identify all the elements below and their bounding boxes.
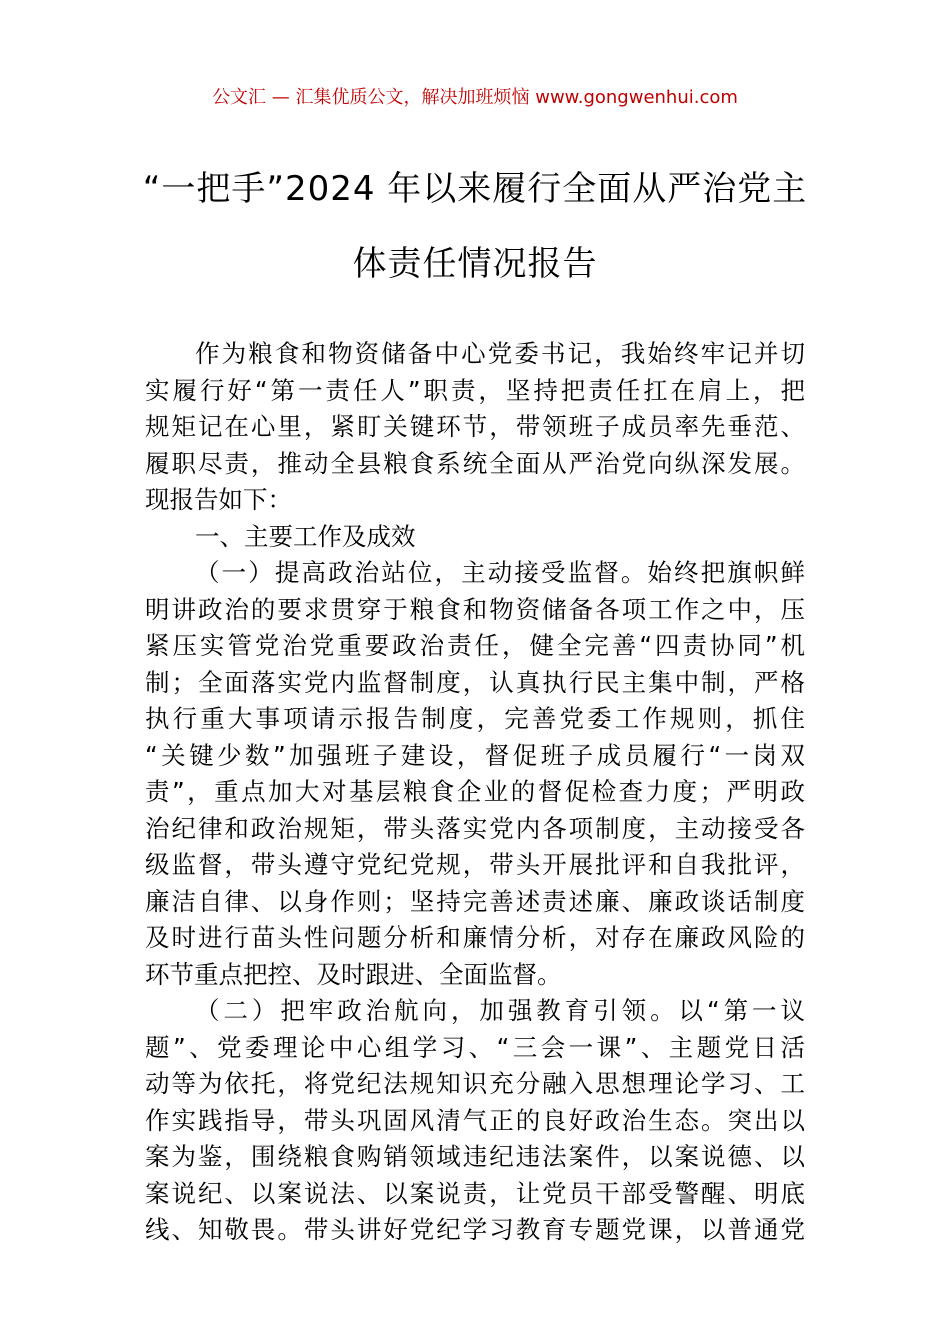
body-line: 履职尽责，推动全县粮食系统全面从严治党向纵深发展。 xyxy=(145,448,805,478)
body-line: 题”、党委理论中心组学习、“三会一课”、主题党日活 xyxy=(145,1032,805,1062)
body-line: 责”，重点加大对基层粮食企业的督促检查力度；严明政 xyxy=(145,777,805,806)
body-line: （二）把牢政治航向，加强教育引领。以“第一议 xyxy=(195,996,805,1025)
body-line: 制；全面落实党内监督制度，认真执行民主集中制，严格 xyxy=(145,667,805,697)
body-line: 动等为依托，将党纪法规知识充分融入思想理论学习、工 xyxy=(145,1069,805,1098)
body-line: 实履行好“第一责任人”职责，坚持把责任扛在肩上，把 xyxy=(145,375,805,405)
body-line: 环节重点把控、及时跟进、全面监督。 xyxy=(145,959,562,989)
title-line-1: “一把手”2024 年以来履行全面从严治党主 xyxy=(142,169,808,209)
site-banner[interactable]: 公文汇 — 汇集优质公文，解决加班烦恼 www.gongwenhui.com xyxy=(212,87,738,108)
body-line: 作为粮食和物资储备中心党委书记，我始终牢记并切 xyxy=(195,339,805,368)
body-line: 执行重大事项请示报告制度，完善党委工作规则，抓住 xyxy=(145,704,805,733)
document-title xyxy=(100,152,850,302)
body-line: 案说纪、以案说法、以案说责，让党员干部受警醒、明底 xyxy=(145,1178,805,1208)
body-line: 现报告如下： xyxy=(145,485,292,514)
body-line: 紧压实管党治党重要政治责任，健全完善“四责协同”机 xyxy=(145,631,805,660)
title-line-2: 体责任情况报告 xyxy=(352,244,598,284)
document-body xyxy=(145,336,805,1249)
body-line: 作实践指导，带头巩固风清气正的良好政治生态。突出以 xyxy=(145,1105,805,1135)
body-line: 规矩记在心里，紧盯关键环节，带领班子成员率先垂范、 xyxy=(145,412,805,441)
body-line: “关键少数”加强班子建设，督促班子成员履行“一岗双 xyxy=(145,740,805,770)
body-line: 及时进行苗头性问题分析和廉情分析，对存在廉政风险的 xyxy=(145,923,805,952)
body-line: 治纪律和政治规矩，带头落实党内各项制度，主动接受各 xyxy=(145,813,805,843)
body-line: 级监督，带头遵守党纪党规，带头开展批评和自我批评， xyxy=(145,850,805,879)
body-line: 线、知敬畏。带头讲好党纪学习教育专题党课，以普通党 xyxy=(145,1215,805,1244)
body-line: 明讲政治的要求贯穿于粮食和物资储备各项工作之中，压 xyxy=(145,594,805,624)
body-line: （一）提高政治站位，主动接受监督。始终把旗帜鲜 xyxy=(195,558,805,587)
section-heading: 一、主要工作及成效 xyxy=(195,521,416,551)
body-line: 案为鉴，围绕粮食购销领域违纪违法案件，以案说德、以 xyxy=(145,1142,805,1171)
body-line: 廉洁自律、以身作则；坚持完善述责述廉、廉政谈话制度 xyxy=(145,886,805,916)
